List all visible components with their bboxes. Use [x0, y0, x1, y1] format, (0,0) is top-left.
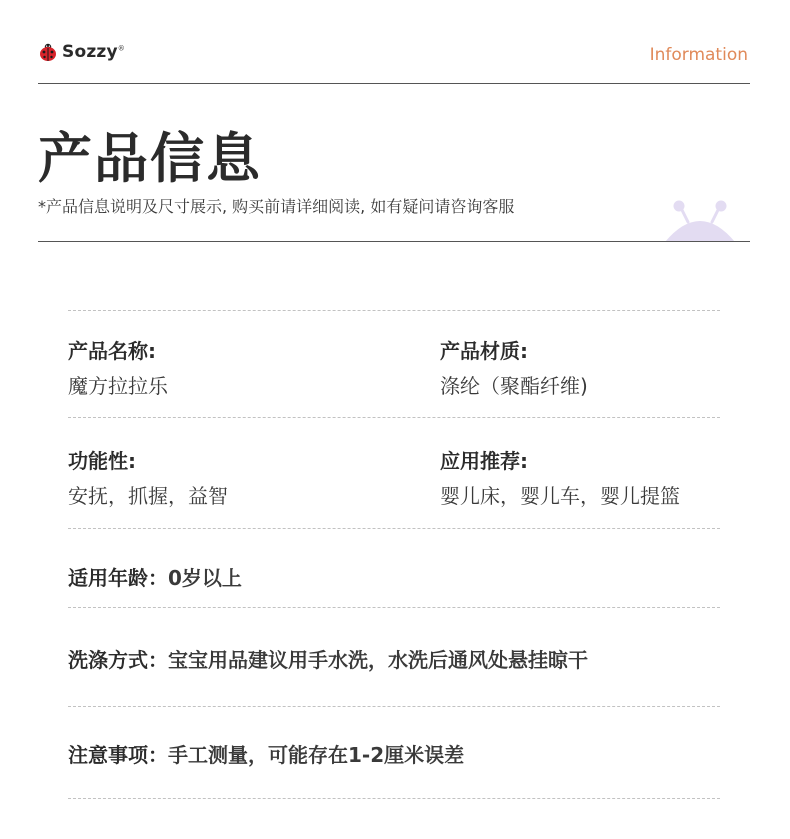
row-divider	[68, 607, 720, 608]
wash-value: 宝宝用品建议用手水洗，水洗后通风处悬挂晾干	[168, 648, 588, 672]
material-value: 涤纶（聚酯纤维)	[440, 374, 588, 398]
header-divider	[38, 241, 750, 242]
age-row	[68, 562, 242, 591]
ladybug-icon	[38, 42, 58, 62]
page-title: 产品信息	[38, 127, 262, 190]
top-divider	[38, 83, 750, 84]
row-divider	[68, 706, 720, 707]
note-label: 注意事项：	[68, 743, 168, 767]
header	[38, 40, 750, 70]
function-value: 安抚，抓握，益智	[68, 484, 228, 508]
product-name-label: 产品名称:	[68, 339, 156, 363]
ladybug-mascot-icon	[660, 196, 740, 242]
material-label: 产品材质:	[440, 339, 528, 363]
product-name-value: 魔方拉拉乐	[68, 374, 168, 398]
row-divider	[68, 310, 720, 311]
wash-row	[68, 644, 588, 673]
age-value: 0岁以上	[168, 566, 242, 590]
note-row	[68, 739, 464, 768]
function-label: 功能性:	[68, 449, 136, 473]
brand-logo[interactable]	[38, 42, 125, 62]
note-value: 手工测量，可能存在1-2厘米误差	[168, 743, 465, 767]
row-divider	[68, 798, 720, 799]
information-label: Information	[649, 45, 748, 65]
row-divider	[68, 528, 720, 529]
age-label: 适用年龄：	[68, 566, 168, 590]
page-subtitle: *产品信息说明及尺寸展示, 购买前请详细阅读, 如有疑问请咨询客服	[38, 197, 515, 216]
row-divider	[68, 417, 720, 418]
wash-label: 洗涤方式：	[68, 648, 168, 672]
usage-label: 应用推荐:	[440, 449, 528, 473]
brand-name: Sozzy®	[62, 42, 125, 62]
usage-value: 婴儿床，婴儿车，婴儿提篮	[440, 484, 680, 508]
